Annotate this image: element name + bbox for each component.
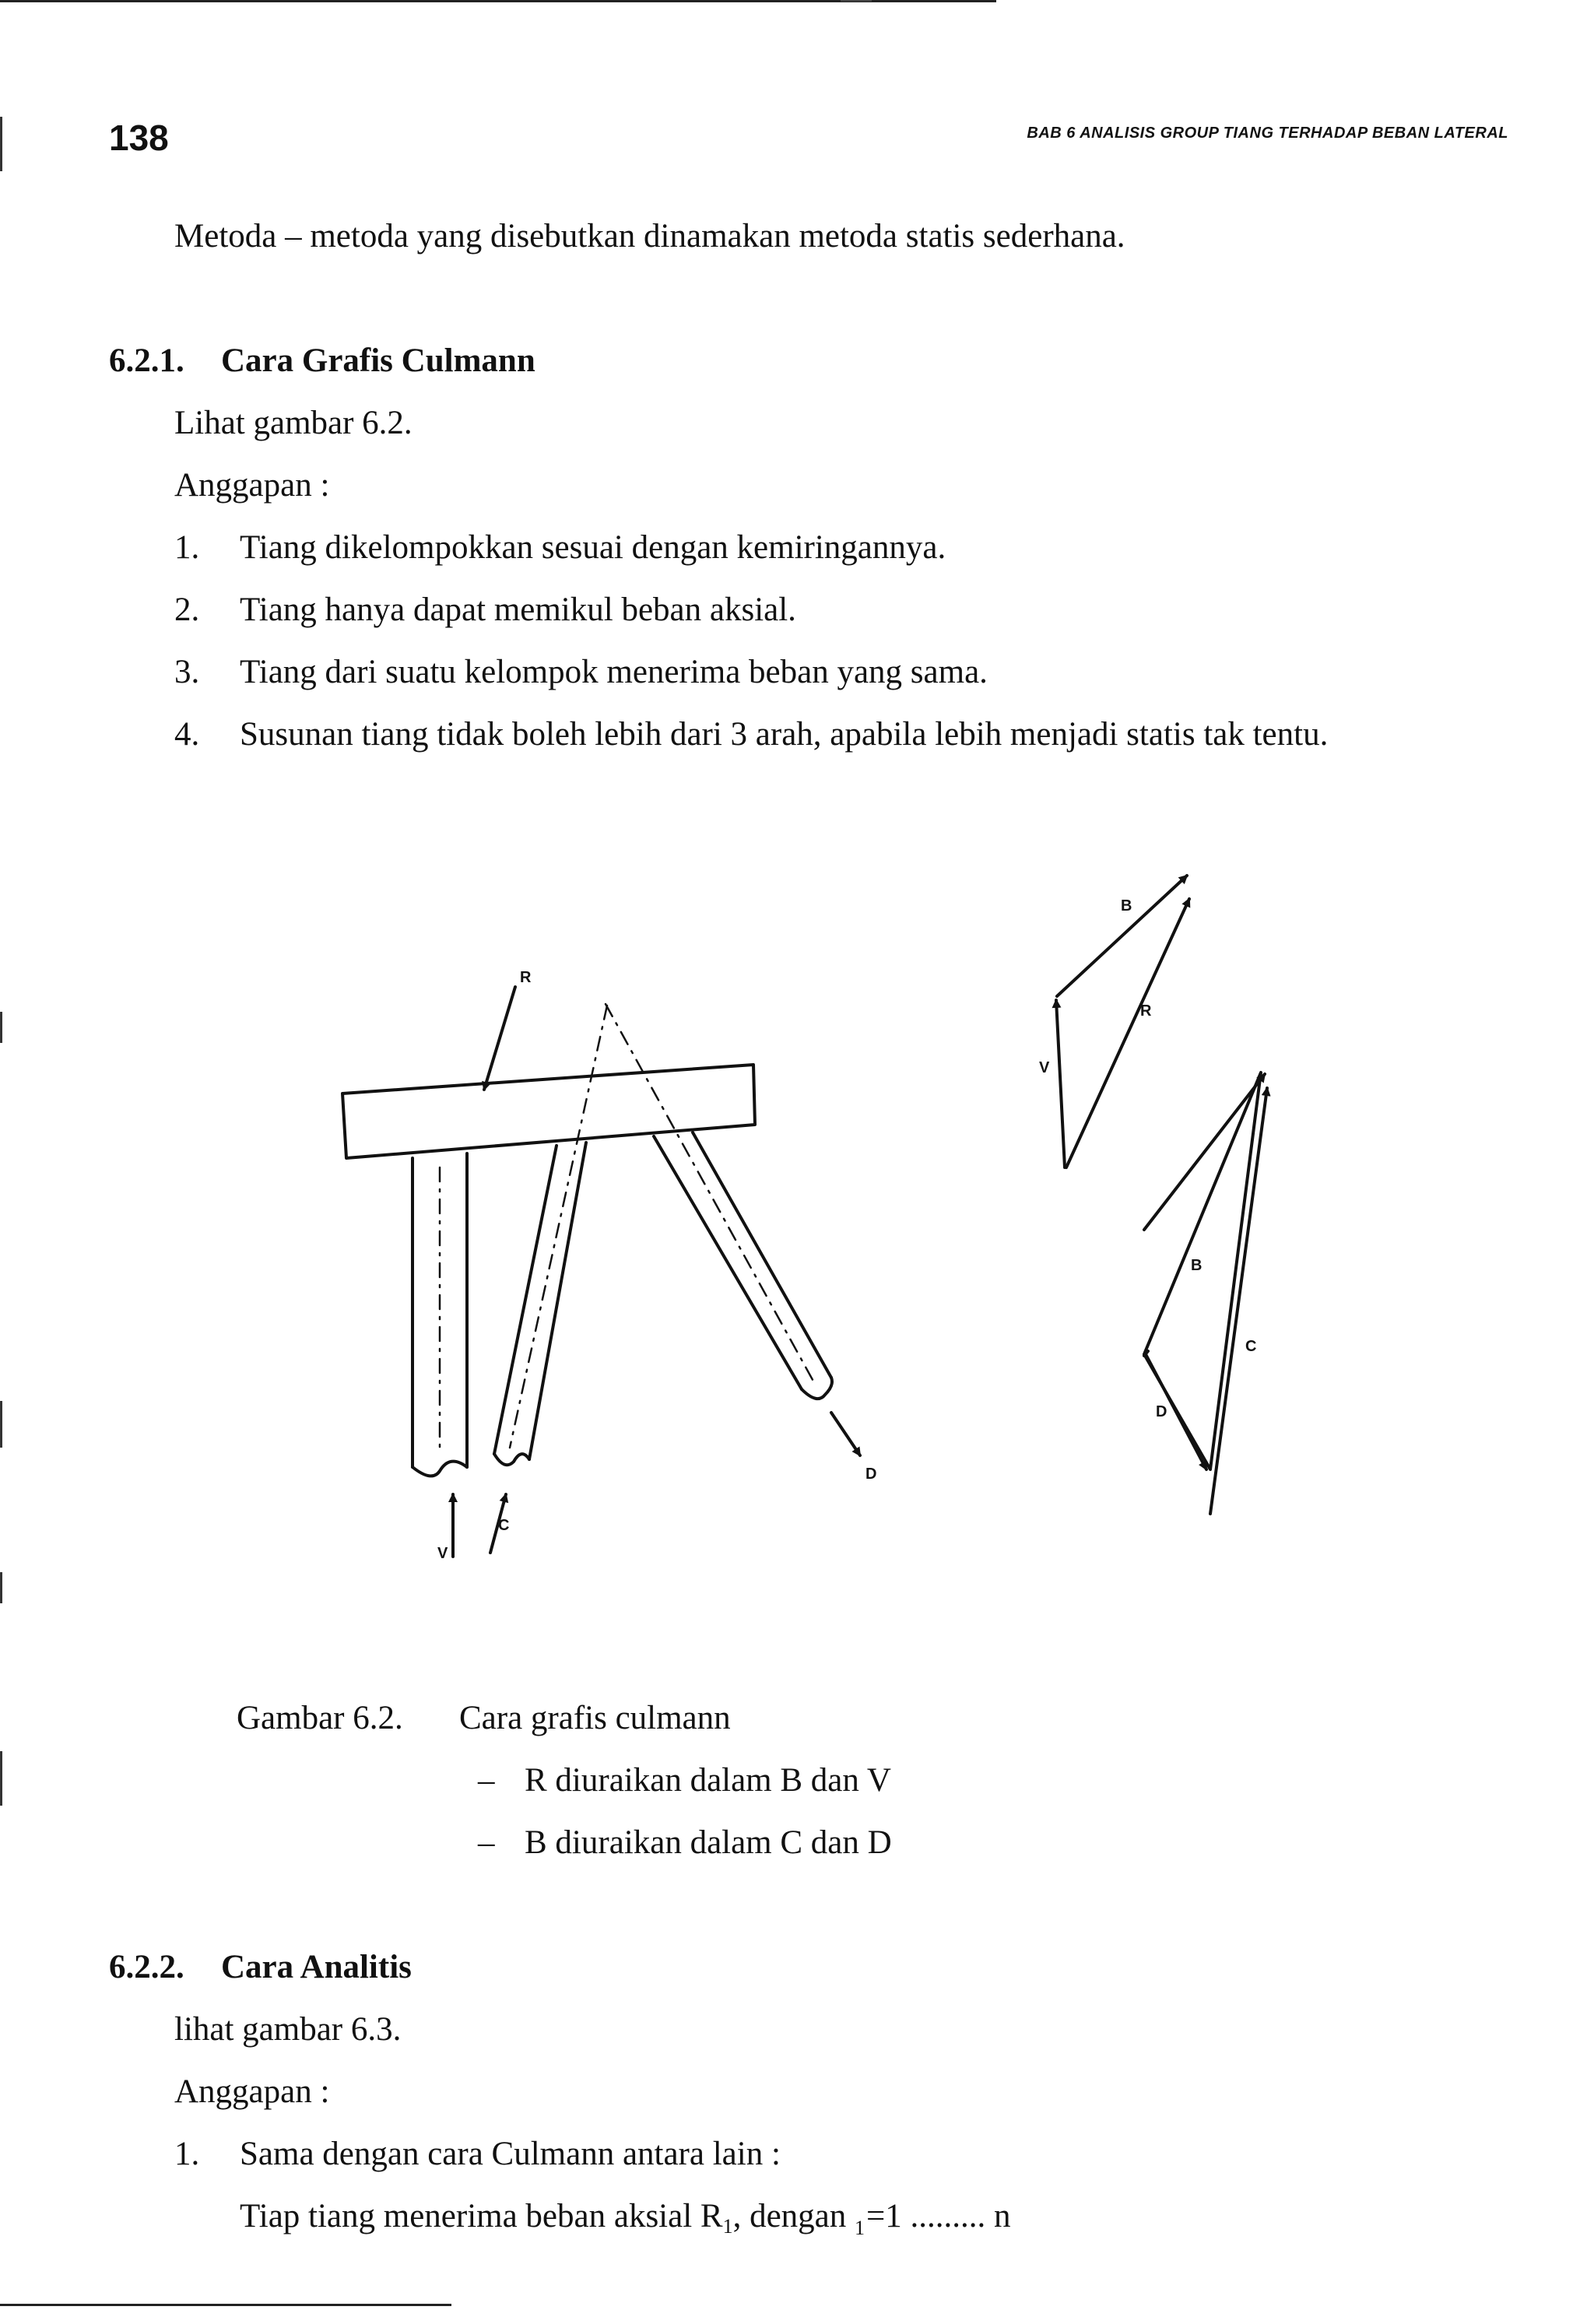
list-item: Susunan tiang tidak boleh lebih dari 3 arah, apabila lebih menjadi statis tak tentu. — [240, 716, 1329, 753]
caption-label: Gambar 6.2. — [237, 1700, 403, 1736]
section-6-2-1-number: 6.2.1. — [109, 342, 184, 379]
list-item-continuation — [240, 2199, 1011, 2238]
caption-title: Cara grafis culmann — [459, 1700, 731, 1736]
page-number: 138 — [109, 118, 169, 158]
label-c-polygon: C — [1245, 1338, 1257, 1355]
reaction-d-arrow — [831, 1413, 860, 1455]
label-r-polygon: R — [1140, 1002, 1152, 1020]
label-v-polygon: V — [1039, 1059, 1050, 1076]
running-header: BAB 6 ANALISIS GROUP TIANG TERHADAP BEBAN LATERAL — [1027, 125, 1508, 142]
scan-edge-mark — [0, 1751, 2, 1806]
see-figure-6-3: lihat gambar 6.3. — [174, 2011, 402, 2048]
section-6-2-2-number: 6.2.2. — [109, 1949, 184, 1985]
force-polygon-bcd — [1097, 1058, 1267, 1514]
label-r: R — [520, 969, 532, 986]
section-6-2-2-title: Cara Analitis — [221, 1949, 412, 1985]
intro-paragraph: Metoda – metoda yang disebutkan dinamakan metoda statis sederhana. — [174, 218, 1125, 255]
scan-edge-mark — [0, 1572, 2, 1603]
list-item: Tiang dikelompokkan sesuai dengan kemiringannya. — [240, 529, 946, 566]
list-item: Tiang dari suatu kelompok menerima beban yang sama. — [240, 654, 988, 690]
label-c: C — [498, 1517, 510, 1534]
caption-dash: – — [478, 1762, 495, 1799]
force-r-arrow — [484, 987, 515, 1090]
figure-6-2 — [0, 825, 1594, 1572]
label-v: V — [437, 1545, 448, 1562]
list-item: Tiang hanya dapat memikul beban aksial. — [240, 592, 796, 628]
force-polygon-rbv — [1056, 876, 1189, 1167]
list-item-number: 1. — [174, 2136, 200, 2172]
bottom-rule — [0, 2304, 451, 2306]
list-item-number: 1. — [174, 529, 200, 566]
vertical-pile — [413, 1153, 467, 1476]
label-d-polygon: D — [1156, 1403, 1167, 1420]
section-6-2-1-title: Cara Grafis Culmann — [221, 342, 535, 379]
list-item-number: 3. — [174, 654, 200, 690]
inclined-pile-c — [494, 1006, 607, 1465]
scan-edge-mark — [0, 117, 2, 171]
subscript: 1 — [855, 2217, 865, 2239]
list-item: Sama dengan cara Culmann antara lain : — [240, 2136, 781, 2172]
culmann-diagram — [0, 825, 1594, 1572]
see-figure-6-2: Lihat gambar 6.2. — [174, 405, 413, 441]
subscript: 1 — [722, 2215, 733, 2238]
caption-line: R diuraikan dalam B dan V — [525, 1762, 891, 1799]
pile-cap — [342, 1065, 755, 1158]
caption-line: B diuraikan dalam C dan D — [525, 1824, 892, 1861]
list-item-number: 4. — [174, 716, 200, 753]
continuation-text: , dengan — [732, 2198, 855, 2234]
label-b-polygon-2: B — [1191, 1257, 1203, 1274]
assumption-label-2: Anggapan : — [174, 2073, 330, 2110]
label-b-polygon: B — [1121, 897, 1132, 915]
assumption-label: Anggapan : — [174, 467, 330, 504]
caption-dash: – — [478, 1824, 495, 1861]
label-d: D — [865, 1466, 877, 1483]
continuation-text: Tiap tiang menerima beban aksial R — [240, 2198, 723, 2234]
inclined-pile-d — [606, 1004, 832, 1399]
top-rule-fragment — [841, 0, 872, 2]
list-item-number: 2. — [174, 592, 200, 628]
continuation-text: =1 ......... n — [866, 2198, 1011, 2234]
